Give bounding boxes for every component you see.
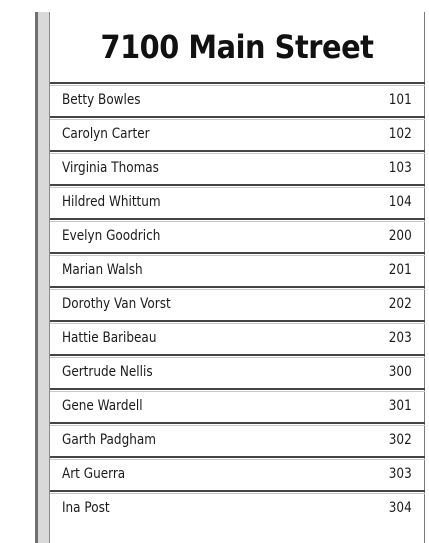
unit-number: 301 [389, 398, 412, 414]
list-item [50, 456, 425, 490]
resident-list [50, 82, 425, 530]
resident-name: Hattie Baribeau [62, 330, 157, 346]
resident-name: Marian Walsh [62, 262, 143, 278]
unit-number: 202 [389, 296, 412, 312]
unit-number: 302 [389, 432, 412, 448]
resident-name: Ina Post [62, 500, 110, 516]
list-item [50, 218, 425, 252]
board-rail-inner [38, 12, 50, 543]
list-item [50, 116, 425, 150]
resident-name: Dorothy Van Vorst [62, 296, 171, 312]
unit-number: 102 [389, 126, 412, 142]
unit-number: 104 [389, 194, 412, 210]
resident-name: Betty Bowles [62, 92, 141, 108]
resident-name: Hildred Whittum [62, 194, 161, 210]
unit-number: 103 [389, 160, 412, 176]
resident-name: Gertrude Nellis [62, 364, 153, 380]
resident-name: Art Guerra [62, 466, 126, 482]
list-item [50, 252, 425, 286]
unit-number: 203 [389, 330, 412, 346]
list-item [50, 184, 425, 218]
list-item [50, 490, 425, 530]
resident-name: Garth Padgham [62, 432, 156, 448]
unit-number: 303 [389, 466, 412, 482]
list-item [50, 422, 425, 456]
resident-name: Carolyn Carter [62, 126, 150, 142]
list-item [50, 388, 425, 422]
resident-name: Evelyn Goodrich [62, 228, 161, 244]
unit-number: 304 [389, 500, 412, 516]
list-item [50, 286, 425, 320]
list-item [50, 82, 425, 116]
building-address-title: 7100 Main Street [100, 28, 374, 66]
unit-number: 201 [389, 262, 412, 278]
unit-number: 101 [389, 92, 412, 108]
list-item [50, 150, 425, 184]
resident-name: Virginia Thomas [62, 160, 159, 176]
resident-name: Gene Wardell [62, 398, 143, 414]
list-item [50, 320, 425, 354]
list-item [50, 354, 425, 388]
unit-number: 300 [389, 364, 412, 380]
unit-number: 200 [389, 228, 412, 244]
